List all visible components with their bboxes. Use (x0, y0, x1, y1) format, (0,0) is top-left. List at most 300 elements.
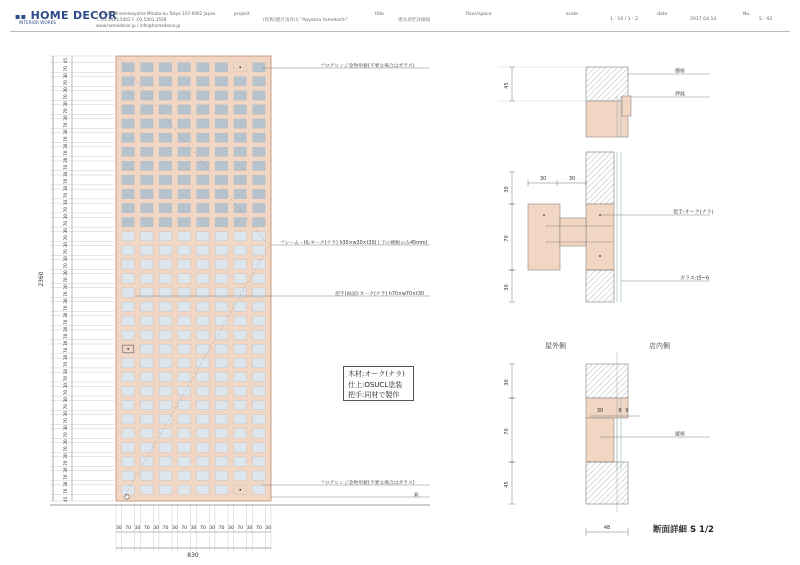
glass-pane (178, 147, 190, 156)
col-module-text: 70 (125, 526, 132, 531)
row-module-text: 30 (63, 312, 68, 318)
glass-pane (159, 161, 171, 170)
glass-pane (159, 77, 171, 86)
glass-pane (234, 330, 246, 339)
glass-pane (234, 471, 246, 480)
glass-pane (197, 147, 209, 156)
glass-pane (215, 77, 227, 86)
glass-pane (215, 387, 227, 396)
row-module-text: 70 (63, 291, 68, 297)
glass-pane (215, 246, 227, 255)
glass-pane (197, 330, 209, 339)
glass-pane (178, 77, 190, 86)
row-module-text: 30 (63, 298, 68, 304)
glass-pane (122, 288, 134, 297)
glass-pane (234, 147, 246, 156)
glass-pane (234, 443, 246, 452)
glass-pane (141, 471, 153, 480)
glass-pane (234, 119, 246, 128)
glass-pane (197, 77, 209, 86)
glass-pane (178, 471, 190, 480)
glass-pane (122, 147, 134, 156)
hinge-dot (239, 489, 241, 491)
row-module-text: 70 (63, 136, 68, 142)
glass-pane (178, 401, 190, 410)
glass-pane (141, 401, 153, 410)
row-module-text: 70 (63, 446, 68, 452)
row-module-text: 30 (63, 284, 68, 290)
label-yokogamachi-text: 横框 (675, 68, 686, 75)
bot-hdim-c: 9 (625, 408, 629, 414)
row-module-text: 70 (63, 488, 68, 494)
glass-pane (253, 344, 265, 353)
address-line-2: T :03.5413.5402 F :03.5401.3558 (96, 17, 167, 22)
leader-hinge-top-text: フロアヒンジ金物用板(不要な場合はガラス) (320, 63, 415, 69)
row-module-text: 30 (63, 101, 68, 107)
row-module-text: 70 (63, 220, 68, 227)
glass-pane (253, 429, 265, 438)
glass-pane (178, 175, 190, 184)
glass-pane (215, 175, 227, 184)
handle-block (528, 204, 560, 270)
glass-pane (234, 77, 246, 86)
glass-pane (122, 387, 134, 396)
glass-pane (197, 260, 209, 269)
top-rail (586, 101, 628, 137)
glass-pane (178, 274, 190, 283)
leader-frame-text: フレーム・桟:オーク(ナラ) h30×w30×t30(上下の横框のみ45mm) (280, 240, 428, 246)
glass-pane (159, 133, 171, 142)
glass-pane (197, 105, 209, 114)
door-elevation (50, 56, 430, 505)
glass-pane (215, 119, 227, 128)
glass-pane (141, 232, 153, 241)
glass-pane (197, 218, 209, 227)
glass-pane (178, 443, 190, 452)
glass-pane (215, 91, 227, 100)
glass-pane (253, 302, 265, 311)
glass-pane (197, 189, 209, 198)
glass-pane (159, 372, 171, 381)
glass-pane (122, 401, 134, 410)
glass-pane (197, 443, 209, 452)
col-module-text: 70 (199, 526, 206, 531)
glass-pane (234, 415, 246, 424)
glass-pane (215, 161, 227, 170)
glass-pane (234, 189, 246, 198)
glass-pane (159, 147, 171, 156)
glass-pane (141, 387, 153, 396)
glass-pane (234, 344, 246, 353)
bot-hatched-top (586, 364, 628, 398)
no-value: S - 02 (759, 17, 773, 22)
glass-pane (159, 330, 171, 339)
leader-stud-text: 鋲 (414, 492, 419, 498)
mid-dim-a-text: 30 (504, 186, 510, 193)
glass-pane (197, 302, 209, 311)
col-module-text: 30 (209, 526, 216, 531)
glass-pane (253, 457, 265, 466)
row-module-text: 30 (63, 87, 68, 93)
row-module-text: 70 (63, 164, 68, 171)
row-module-text: 70 (63, 375, 68, 382)
glass-pane (141, 218, 153, 227)
row-module-text: 30 (63, 270, 68, 276)
glass-pane (178, 485, 190, 494)
glass-pane (141, 260, 153, 269)
glass-pane (234, 457, 246, 466)
glass-pane (122, 218, 134, 227)
glass-pane (215, 344, 227, 353)
row-module-text: 30 (63, 157, 68, 163)
glass-pane (253, 415, 265, 424)
glass-pane (122, 302, 134, 311)
title-value: 建具意匠詳細図 (398, 18, 431, 23)
glass-pane (159, 401, 171, 410)
note-wood: 木材:オーク(ナラ) (348, 370, 405, 378)
glass-pane (253, 133, 265, 142)
row-module-text: 70 (63, 347, 68, 354)
row-module-text: 70 (63, 178, 68, 185)
row-module-text: 70 (63, 432, 68, 438)
glass-pane (122, 203, 134, 212)
glass-pane (159, 471, 171, 480)
glass-pane (253, 161, 265, 170)
section-details (498, 67, 714, 536)
glass-pane (234, 91, 246, 100)
glass-pane (178, 105, 190, 114)
glass-pane (159, 175, 171, 184)
glass-pane (253, 77, 265, 86)
glass-pane (197, 401, 209, 410)
glass-pane (122, 133, 134, 142)
row-module-text: 30 (63, 256, 68, 262)
glass-pane (234, 372, 246, 381)
glass-pane (159, 63, 171, 72)
col-module-text: 30 (265, 526, 272, 531)
glass-pane (215, 133, 227, 142)
label-handle-text: 把手:オーク(ナラ) (673, 209, 714, 216)
glass-pane (122, 246, 134, 255)
address-line-3: www.homedecor.jp / info@homedecor.jp (96, 23, 181, 28)
glass-pane (122, 372, 134, 381)
row-module-text: 30 (63, 382, 68, 389)
no-label: No. (743, 12, 751, 17)
mid-dim-b-text: 70 (504, 235, 510, 242)
glass-pane (141, 372, 153, 381)
glass-pane (122, 175, 134, 184)
glass-pane (253, 91, 265, 100)
glass-pane (159, 443, 171, 452)
glass-pane (159, 105, 171, 114)
leader-handle-text: 把手(両面):オーク(ナラ) h70×w70×t30 (335, 291, 424, 297)
project-label: project (234, 12, 250, 17)
glass-pane (178, 457, 190, 466)
glass-pane (141, 344, 153, 353)
row-module-text: 30 (63, 228, 68, 234)
glass-pane (253, 119, 265, 128)
glass-pane (178, 429, 190, 438)
label-tategamachi-text: 縦框 (675, 431, 686, 438)
row-module-text: 30 (63, 171, 68, 178)
glass-pane (215, 457, 227, 466)
col-module-text: 70 (218, 526, 225, 531)
row-module-text: 30 (63, 115, 68, 121)
row-module-text: 70 (63, 418, 68, 424)
col-module-text: 70 (181, 526, 188, 531)
glass-pane (122, 358, 134, 367)
row-module-text: 70 (63, 249, 68, 255)
glass-pane (197, 372, 209, 381)
glass-pane (234, 203, 246, 212)
row-module-text: 70 (63, 319, 68, 325)
col-module-text: 30 (115, 526, 122, 531)
mid-hatched-bottom (586, 270, 614, 302)
row-module-text: 70 (63, 122, 68, 128)
glass-pane (215, 485, 227, 494)
glass-pane (253, 372, 265, 381)
col-module-text: 30 (227, 526, 234, 531)
glass-pane (215, 147, 227, 156)
glass-pane (234, 274, 246, 283)
bot-dim-b-text: 70 (504, 428, 510, 435)
glass-pane (159, 274, 171, 283)
title-label: title (375, 12, 384, 17)
row-module-text: 70 (63, 389, 68, 396)
glass-pane (122, 260, 134, 269)
row-module-text: 30 (63, 354, 68, 361)
row-module-text: 70 (63, 404, 68, 410)
col-module-text: 30 (190, 526, 197, 531)
row-module-text: 70 (63, 235, 68, 241)
row-module-text: 70 (63, 305, 68, 311)
row-module-text: 30 (63, 143, 68, 149)
row-module-text: 30 (63, 439, 68, 445)
glass-pane (178, 330, 190, 339)
date-value: 2017.04.14 (690, 17, 717, 22)
col-module-text: 70 (162, 526, 169, 531)
glass-pane (141, 91, 153, 100)
handle-pin-a (543, 214, 545, 216)
glass-pane (159, 358, 171, 367)
glass-pane (215, 218, 227, 227)
glass-pane (178, 203, 190, 212)
glass-pane (122, 161, 134, 170)
glass-pane (234, 316, 246, 325)
glass-pane (178, 63, 190, 72)
mid-dim-c-text: 30 (504, 284, 510, 291)
row-module-text: 30 (63, 185, 68, 192)
glass-pane (215, 189, 227, 198)
row-module-text: 30 (63, 481, 68, 487)
glass-pane (197, 203, 209, 212)
glass-pane (159, 485, 171, 494)
glass-pane (215, 358, 227, 367)
handle-dot (127, 348, 129, 350)
row-module-text: 70 (63, 66, 68, 72)
brand-logo: ▪▪ HOME DECOR (15, 9, 117, 22)
glass-pane (178, 415, 190, 424)
row-module-text: 30 (63, 397, 68, 403)
pivot-point (125, 495, 129, 499)
glass-pane (197, 232, 209, 241)
glass-pane (122, 189, 134, 198)
glass-pane (197, 316, 209, 325)
glass-pane (197, 133, 209, 142)
glass-pane (178, 161, 190, 170)
glass-pane (122, 443, 134, 452)
glass-pane (215, 105, 227, 114)
row-module-text: 45 (63, 496, 68, 503)
glass-pane (178, 344, 190, 353)
glass-pane (141, 330, 153, 339)
glass-pane (159, 302, 171, 311)
total-height-text: 2360 (38, 271, 45, 287)
glass-pane (197, 415, 209, 424)
glass-pane (141, 189, 153, 198)
glass-pane (253, 203, 265, 212)
mid-hatched-top (586, 152, 614, 204)
glass-pane (141, 203, 153, 212)
row-module-text: 30 (63, 425, 68, 431)
glass-pane (178, 372, 190, 381)
glass-pane (178, 133, 190, 142)
glass-pane (122, 471, 134, 480)
glass-pane (197, 457, 209, 466)
glass-pane (122, 429, 134, 438)
glass-pane (141, 302, 153, 311)
glass-pane (159, 119, 171, 128)
note-finish: 仕上:OSUCL塗装 (348, 380, 403, 389)
glass-pane (141, 119, 153, 128)
door-frame (116, 56, 271, 501)
glass-pane (141, 415, 153, 424)
glass-pane (159, 91, 171, 100)
glass-pane (141, 246, 153, 255)
glass-pane (253, 246, 265, 255)
glass-pane (215, 260, 227, 269)
col-module-text: 30 (171, 526, 178, 531)
row-module-text: 30 (63, 199, 68, 206)
glass-pane (253, 232, 265, 241)
glass-pane (141, 443, 153, 452)
glass-pane (159, 218, 171, 227)
glass-pane (159, 203, 171, 212)
glass-pane (122, 316, 134, 325)
glass-pane (178, 358, 190, 367)
bot-hatched-bottom (586, 462, 628, 504)
glass-pane (253, 189, 265, 198)
glass-pane (215, 415, 227, 424)
mid-hdim-b: 30 (568, 176, 576, 182)
bot-dim-c-text: 45 (504, 481, 510, 488)
row-module-text: 30 (63, 326, 68, 332)
glass-pane (253, 175, 265, 184)
row-module-text: 30 (63, 242, 68, 248)
glass-pane (253, 274, 265, 283)
glass-pane (141, 161, 153, 170)
glass-pane (159, 246, 171, 255)
glass-pane (178, 316, 190, 325)
row-module-text: 70 (63, 108, 68, 114)
glass-pane (122, 91, 134, 100)
glass-pane (215, 330, 227, 339)
project-value: (仮称)港区南青山 "Aoyama Yumekichi" (263, 18, 348, 23)
glass-pane (178, 91, 190, 100)
glass-pane (253, 330, 265, 339)
side-outer-label: 屋外側 (545, 342, 566, 350)
col-module-text: 30 (246, 526, 253, 531)
row-module-text: 45 (63, 57, 68, 64)
row-module-text: 30 (63, 129, 68, 135)
glass-pane (141, 105, 153, 114)
col-module-text: 70 (237, 526, 244, 531)
glass-pane (159, 457, 171, 466)
row-module-text: 70 (63, 150, 68, 156)
glass-pane (178, 302, 190, 311)
row-module-text: 70 (63, 206, 68, 213)
glass-pane (234, 161, 246, 170)
glass-pane (197, 429, 209, 438)
glass-pane (122, 119, 134, 128)
glass-pane (234, 260, 246, 269)
glass-pane (234, 133, 246, 142)
glass-pane (159, 189, 171, 198)
glass-pane (215, 302, 227, 311)
glass-pane (141, 175, 153, 184)
bot-rail-top (586, 398, 628, 418)
label-oshibuchi-text: 押縁 (675, 91, 686, 98)
glass-pane (122, 105, 134, 114)
row-module-text: 30 (63, 411, 68, 417)
glass-pane (178, 260, 190, 269)
glass-pane (178, 387, 190, 396)
glass-pane (159, 344, 171, 353)
glass-pane (234, 175, 246, 184)
row-module-text: 70 (63, 361, 68, 368)
side-inner-label: 店内側 (649, 342, 670, 350)
glass-pane (141, 316, 153, 325)
row-module-text: 30 (63, 453, 68, 459)
glass-pane (234, 232, 246, 241)
glass-pane (253, 443, 265, 452)
glass-pane (178, 189, 190, 198)
brand-subtitle: INTERIOR WORKS (19, 20, 57, 25)
glass-pane (253, 218, 265, 227)
glass-pane (122, 415, 134, 424)
glass-pane (159, 415, 171, 424)
scale-label: scale (566, 12, 578, 17)
row-module-text: 70 (63, 460, 68, 466)
row-module-text: 30 (63, 73, 68, 79)
bottom-width-text: 48 (603, 525, 611, 531)
col-module-text: 30 (153, 526, 160, 531)
glass-pane (159, 316, 171, 325)
glass-pane (141, 429, 153, 438)
glass-pane (197, 471, 209, 480)
row-module-text: 30 (63, 213, 68, 220)
mid-hdim-a: 30 (539, 176, 547, 182)
glass-pane (215, 274, 227, 283)
drawing-title: 断面詳細 S 1/2 (653, 525, 714, 535)
glass-pane (253, 260, 265, 269)
glass-pane (122, 77, 134, 86)
row-module-text: 70 (63, 263, 68, 269)
glass-pane (197, 246, 209, 255)
glass-pane (178, 232, 190, 241)
mid-stile (586, 204, 614, 270)
top-stop (622, 96, 631, 116)
